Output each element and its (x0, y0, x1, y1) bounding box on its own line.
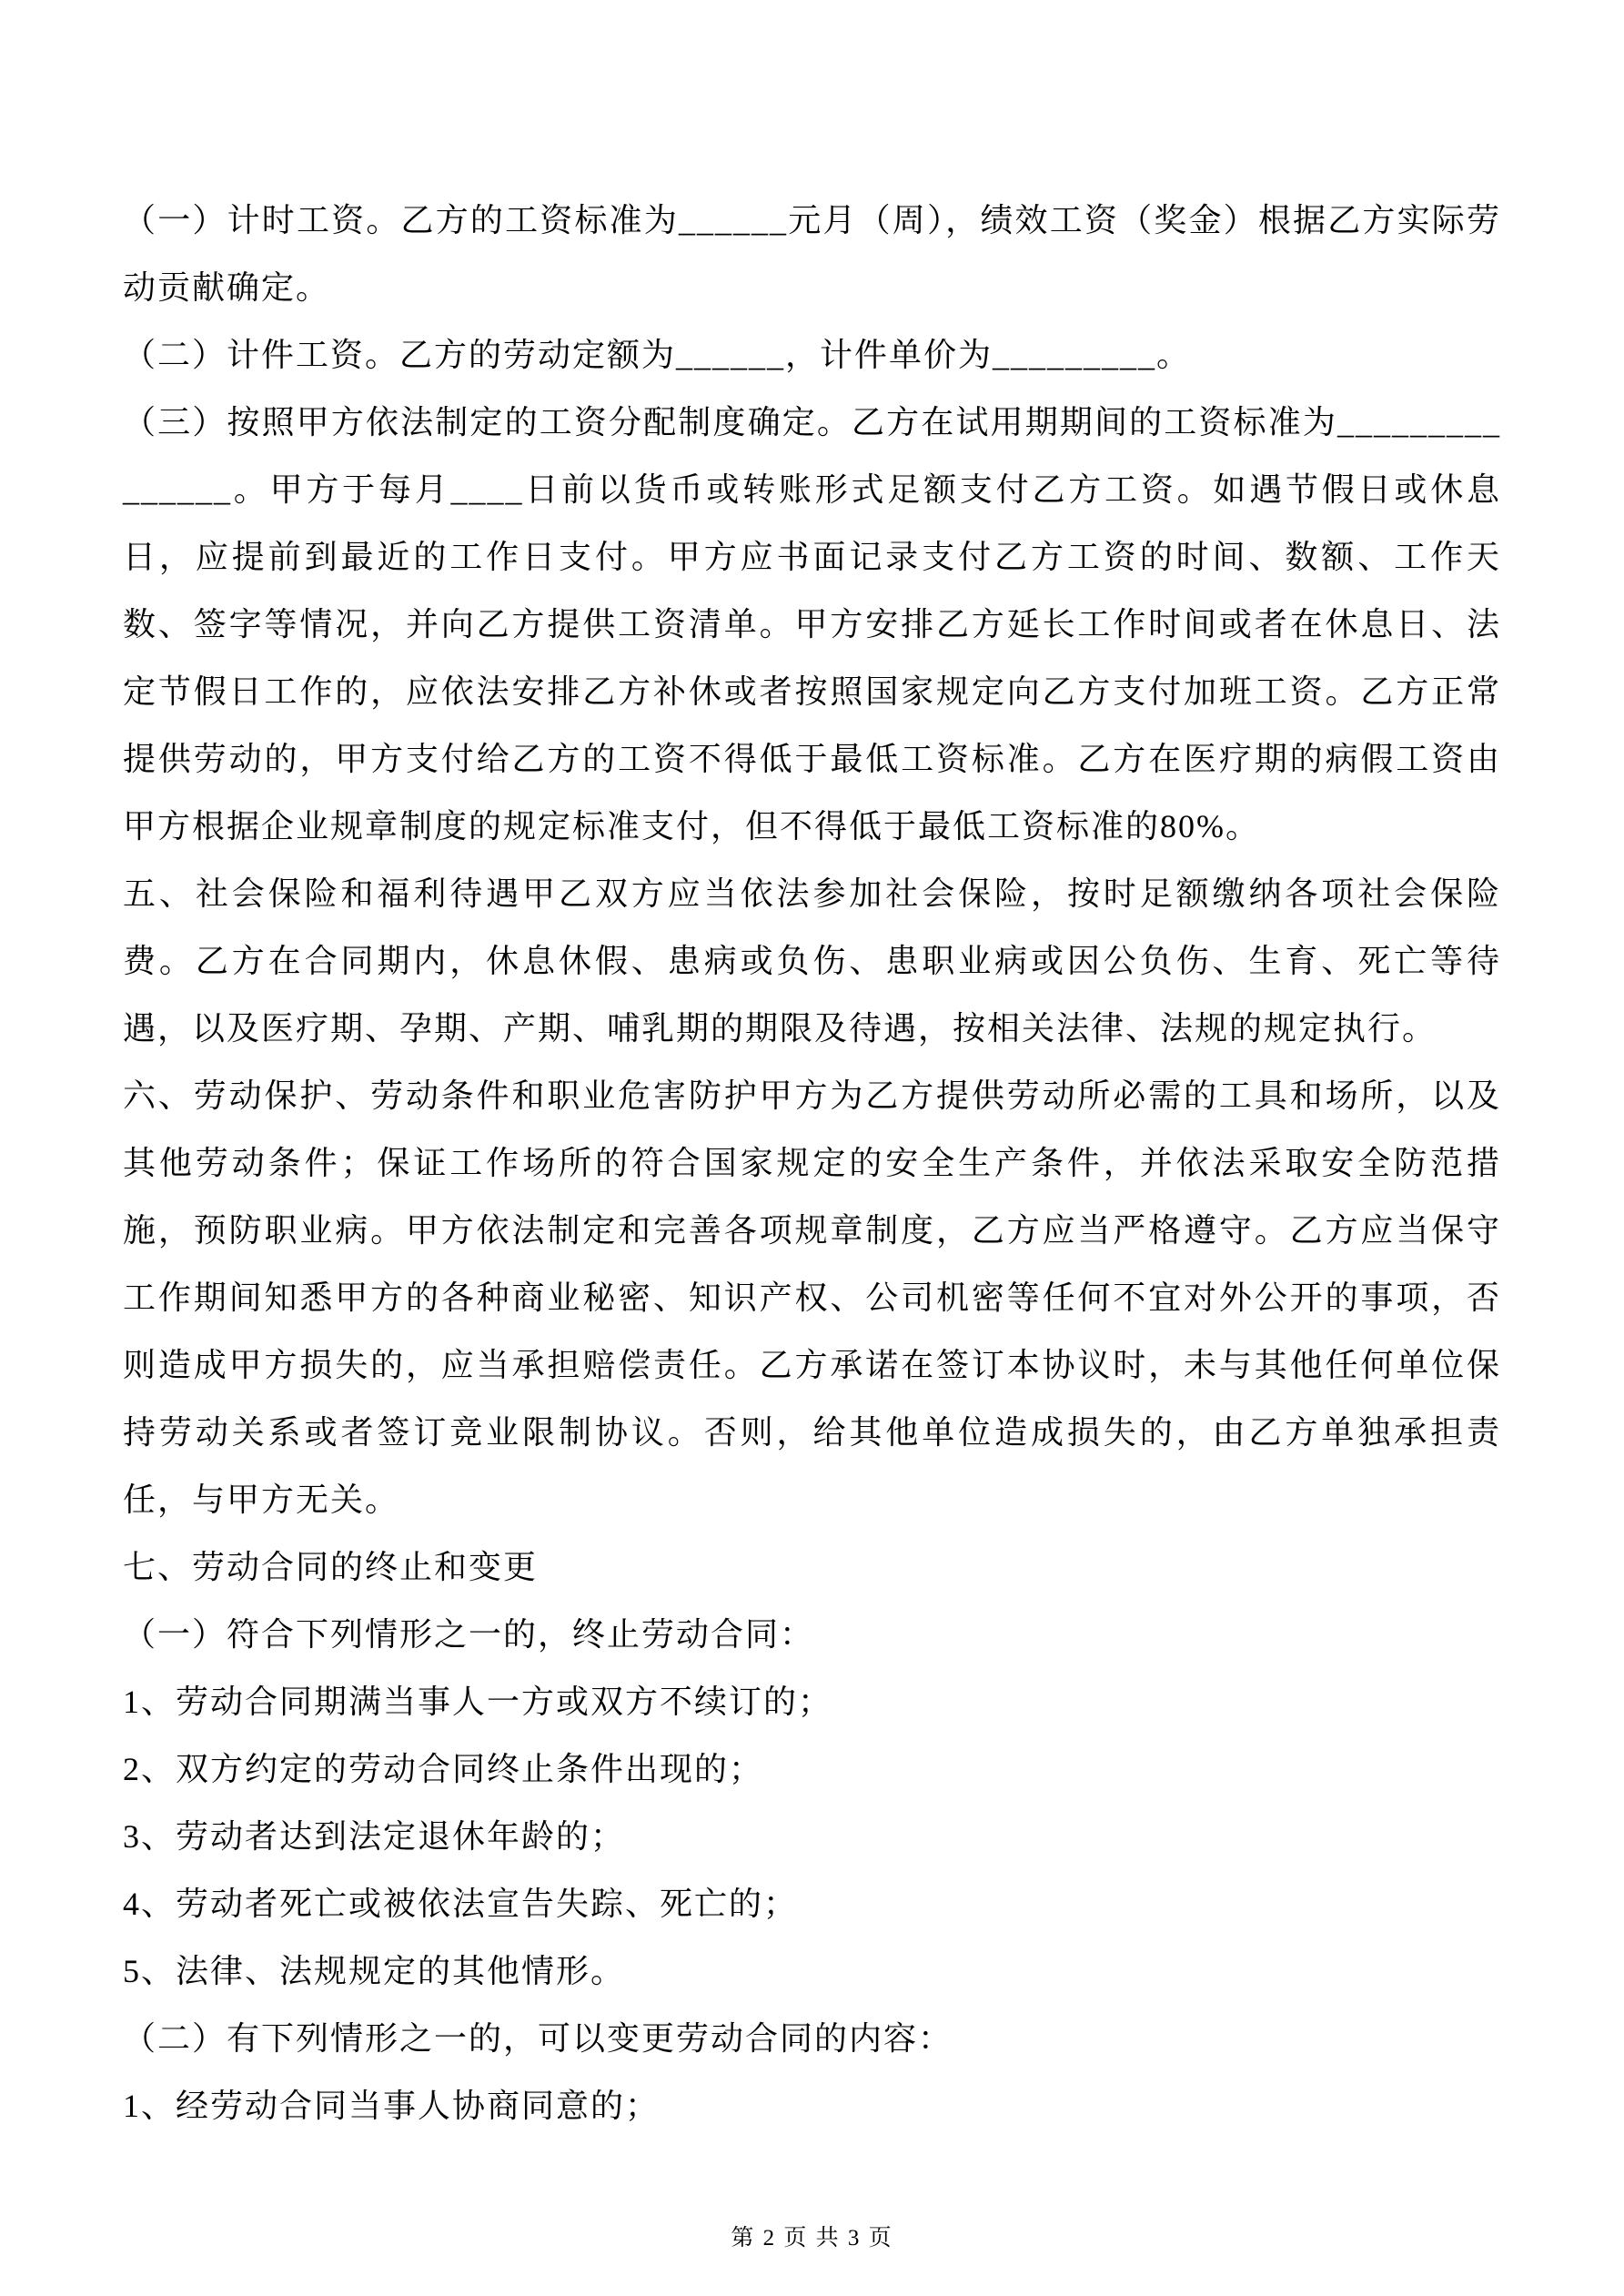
paragraph-section-seven-heading: 七、劳动合同的终止和变更 (123, 1549, 539, 1585)
paragraph-modification-intro: （二）有下列情形之一的，可以变更劳动合同的内容： (123, 2020, 953, 2057)
paragraph-social-insurance: 五、社会保险和福利待遇甲乙双方应当依法参加社会保险，按时足额缴纳各项社会保险费。乙方在合同期内，休息休假、患病或负伤、患职业病或因公负伤、生育、死亡等待遇，以及医疗期、孕期、产期、哺乳期的期限及待遇，按相关法律、法规的规定执行。 (123, 875, 1501, 1047)
paragraph-termination-item-2: 2、双方约定的劳动合同终止条件出现的； (123, 1751, 764, 1787)
paragraph-labor-protection: 六、劳动保护、劳动条件和职业危害防护甲方为乙方提供劳动所必需的工具和场所，以及其他劳动条件；保证工作场所的符合国家规定的安全生产条件，并依法采取安全防范措施，预防职业病。甲方依法制定和完善各项规章制度，乙方应当严格遵守。乙方应当保守工作期间知悉甲方的各种商业秘密、知识产权、公司机密等任何不宜对外公开的事项，否则造成甲方损失的，应当承担赔偿责任。乙方承诺在签订本协议时，未与其他任何单位保持劳动关系或者签订竞业限制协议。否则，给其他单位造成损失的，由乙方单独承担责任，与甲方无关。 (123, 1077, 1501, 1518)
paragraph-termination-item-3: 3、劳动者达到法定退休年龄的； (123, 1818, 626, 1855)
paragraph-modification-item-1: 1、经劳动合同当事人协商同意的； (123, 2088, 661, 2124)
paragraph-termination-item-1: 1、劳动合同期满当事人一方或双方不续订的； (123, 1684, 833, 1720)
paragraph-piece-wage: （二）计件工资。乙方的劳动定额为______，计件单价为_________。 (123, 337, 1192, 373)
paragraph-wage-distribution: （三）按照甲方依法制定的工资分配制度确定。乙方在试用期期间的工资标准为_______________。甲方于每月____日前以货币或转账形式足额支付乙方工资。如遇节假日或休息日，应提前到最近的工作日支付。甲方应书面记录支付乙方工资的时间、数额、工作天数、签字等情况，并向乙方提供工资清单。甲方安排乙方延长工作时间或者在休息日、法定节假日工作的，应依法安排乙方补休或者按照国家规定向乙方支付加班工资。乙方正常提供劳动的，甲方支付给乙方的工资不得低于最低工资标准。乙方在医疗期的病假工资由甲方根据企业规章制度的规定标准支付，但不得低于最低工资标准的80%。 (123, 404, 1501, 845)
document-body (123, 187, 1501, 2139)
paragraph-termination-intro: （一）符合下列情形之一的，终止劳动合同： (123, 1616, 815, 1653)
page-number-footer: 第 2 页 共 3 页 (731, 2226, 893, 2250)
paragraph-termination-item-5: 5、法律、法规规定的其他情形。 (123, 1953, 626, 1989)
paragraph-termination-item-4: 4、劳动者死亡或被依法宣告失踪、死亡的； (123, 1886, 799, 1922)
paragraph-hourly-wage: （一）计时工资。乙方的工资标准为______元月（周），绩效工资（奖金）根据乙方实际劳动贡献确定。 (123, 202, 1501, 306)
